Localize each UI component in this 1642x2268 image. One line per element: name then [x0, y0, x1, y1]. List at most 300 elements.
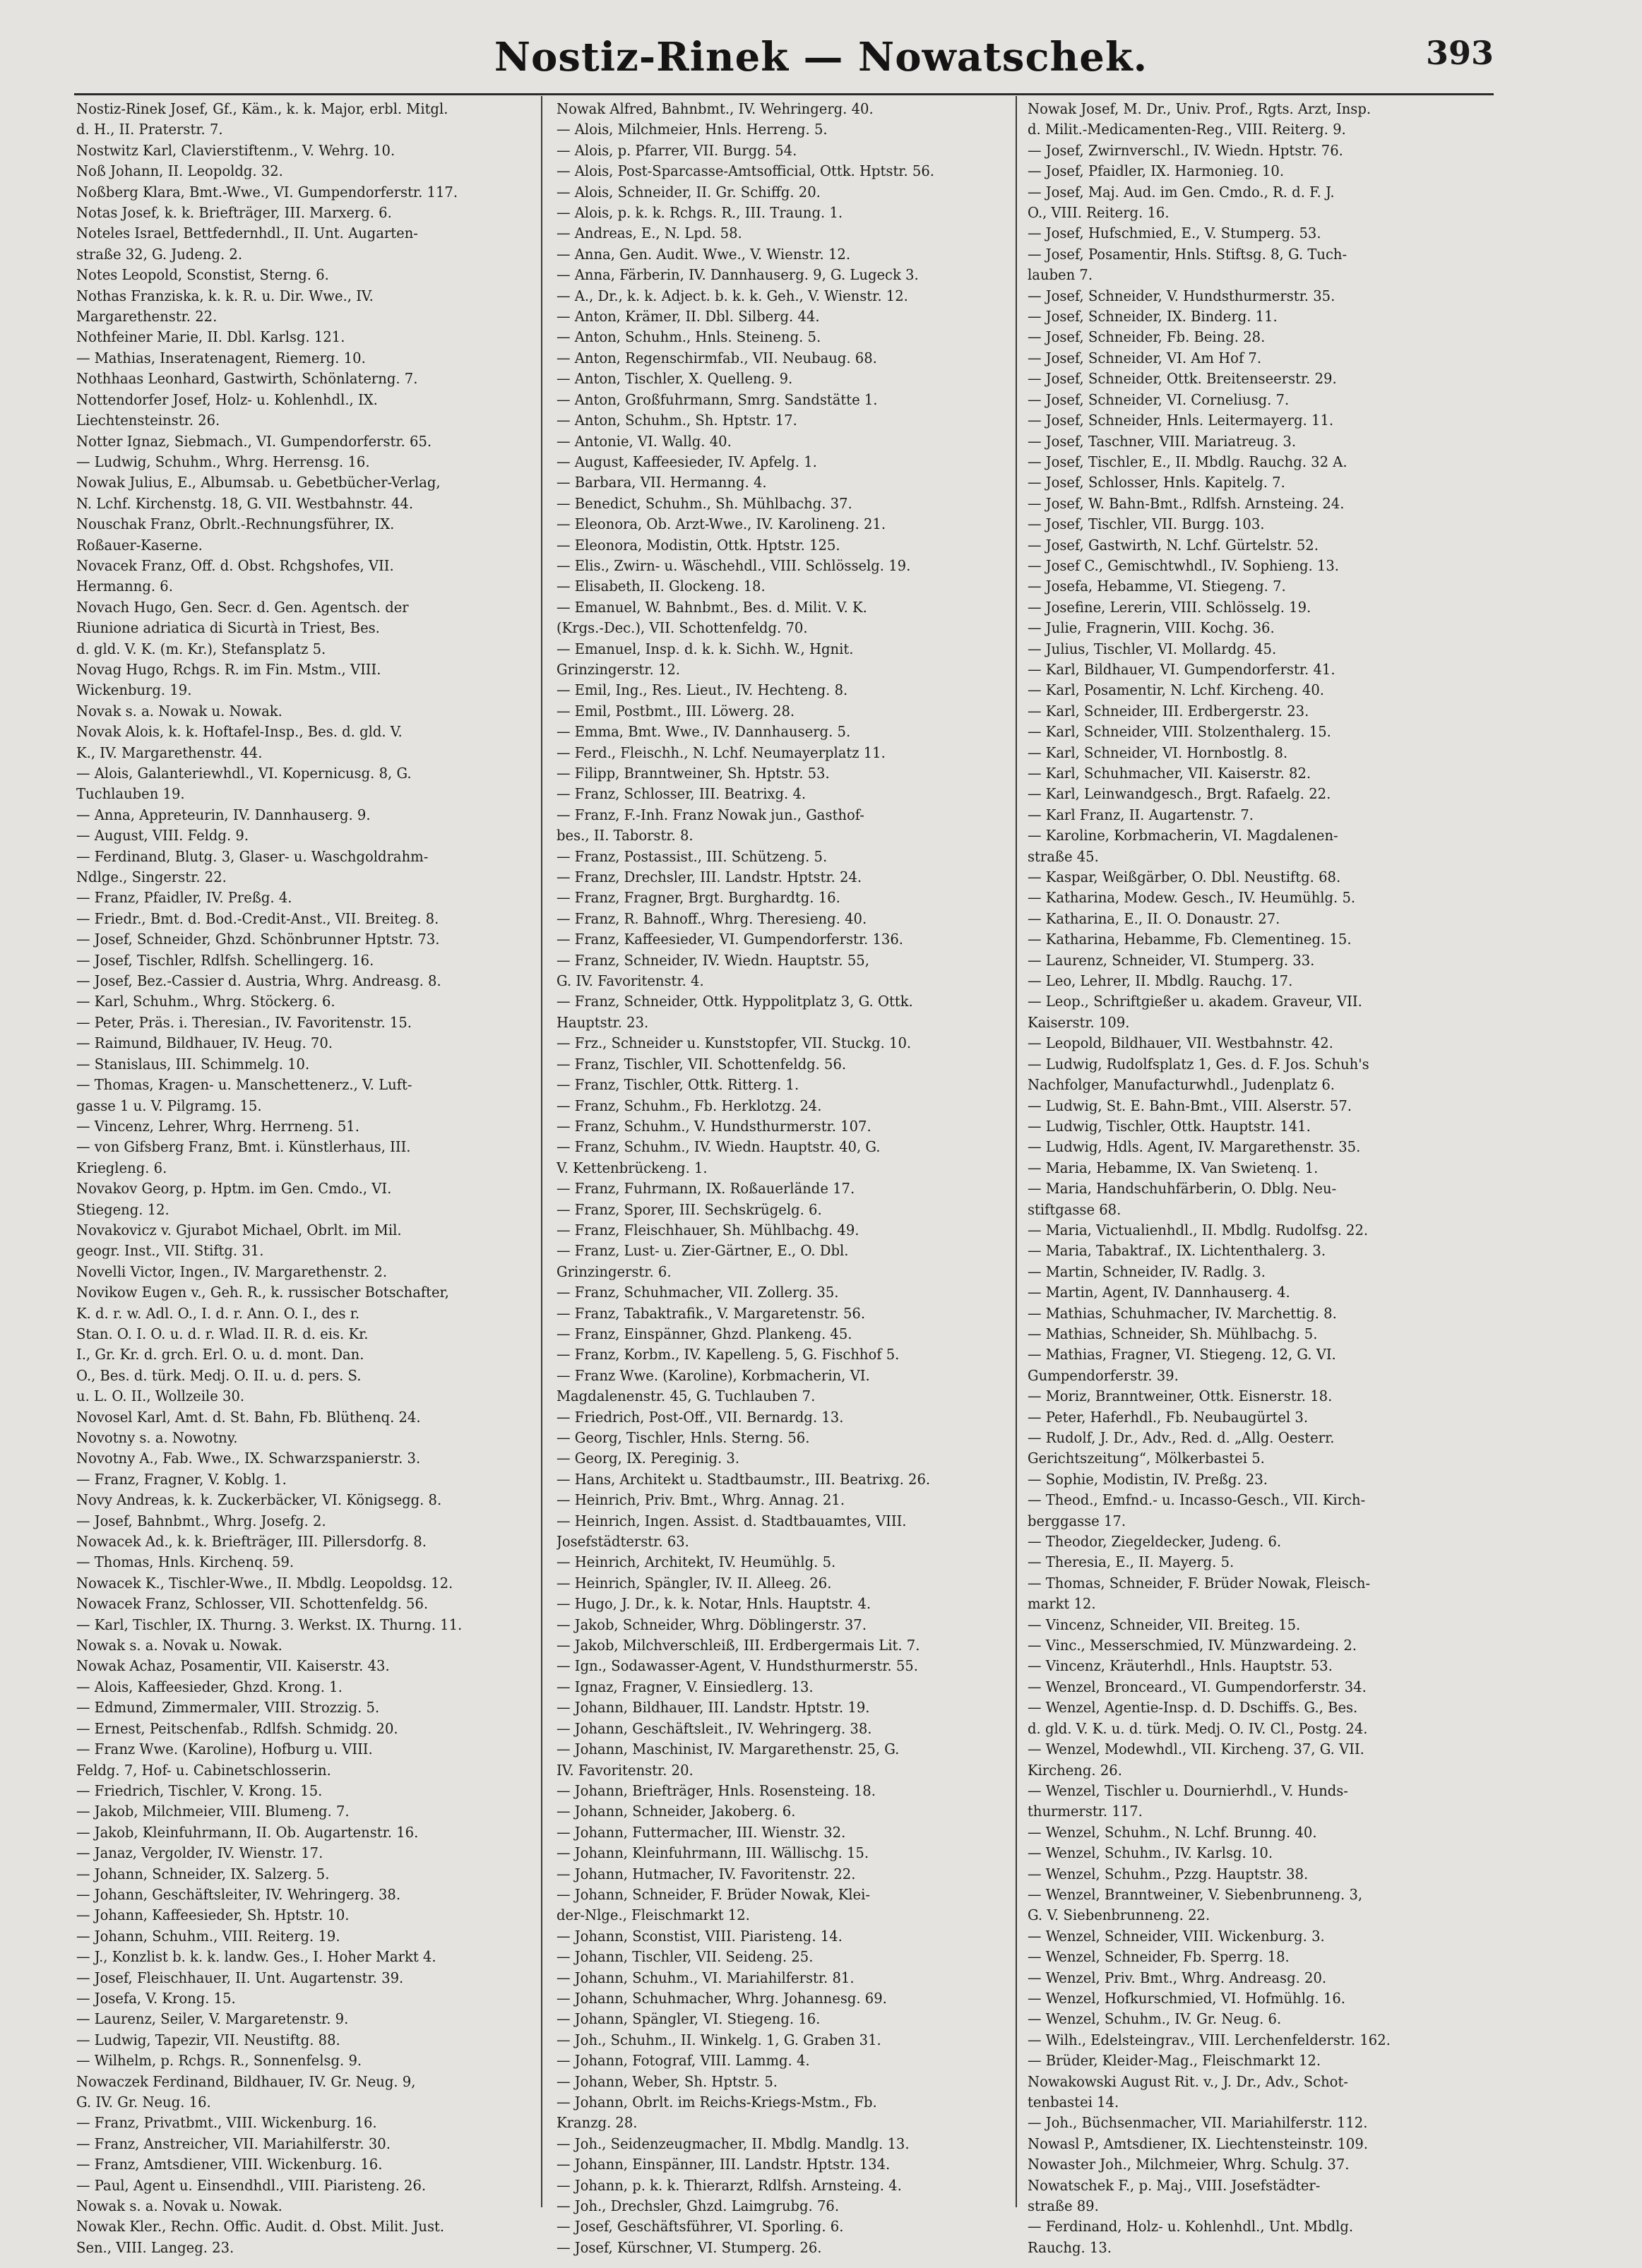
directory-entry: — Friedr., Bmt. d. Bod.-Credit-Anst., VII. Breiteg. 8.: [76, 909, 439, 927]
directory-entry: Noß Johann, II. Leopoldg. 32.: [76, 162, 283, 180]
directory-entry: — Janaz, Vergolder, IV. Wienstr. 17.: [76, 1844, 323, 1862]
directory-entry: G. V. Siebenbrunneng. 22.: [1028, 1906, 1210, 1924]
directory-entry: — Ernest, Peitschenfab., Rdlfsh. Schmidg. 20.: [76, 1719, 398, 1737]
directory-entry: Nowakowski August Rit. v., J. Dr., Adv., Schot-: [1028, 2072, 1348, 2090]
column-divider: [1016, 96, 1017, 2207]
directory-entry: — Josef, Schneider, IX. Binderg. 11.: [1028, 308, 1278, 326]
directory-entry: — Eleonora, Ob. Arzt-Wwe., IV. Karolineng. 21.: [557, 515, 886, 533]
directory-entry: — Andreas, E., N. Lpd. 58.: [557, 225, 742, 242]
directory-entry: — Jakob, Milchverschleiß, III. Erdbergermais Lit. 7.: [557, 1637, 920, 1654]
directory-entry: markt 12.: [1028, 1595, 1096, 1613]
directory-entry: Nowacek Ad., k. k. Briefträger, III. Pillersdorfg. 8.: [76, 1533, 427, 1551]
directory-entry: Nowacek Franz, Schlosser, VII. Schottenfeldg. 56.: [76, 1595, 429, 1613]
directory-entry: — Laurenz, Schneider, VI. Stumperg. 33.: [1028, 951, 1315, 969]
directory-entry: — Peter, Präs. i. Theresian., IV. Favoritenstr. 15.: [76, 1013, 412, 1031]
directory-entry: — Leop., Schriftgießer u. akadem. Graveur, VII.: [1028, 993, 1362, 1010]
directory-entry: — Karoline, Korbmacherin, VI. Magdalenen-: [1028, 827, 1338, 844]
directory-entry: — Wenzel, Schuhm., IV. Karlsg. 10.: [1028, 1844, 1273, 1862]
directory-entry: — Laurenz, Seiler, V. Margaretenstr. 9.: [76, 2010, 349, 2028]
directory-entry: — Kaspar, Weißgärber, O. Dbl. Neustiftg. 68.: [1028, 869, 1341, 886]
directory-entry: — Elisabeth, II. Glockeng. 18.: [557, 578, 766, 595]
directory-entry: — Franz, Korbm., IV. Kapelleng. 5, G. Fischhof 5.: [557, 1346, 900, 1363]
directory-entry: Novakovicz v. Gjurabot Michael, Obrlt. im Mil.: [76, 1221, 402, 1239]
directory-entry: Kranzg. 28.: [557, 2114, 638, 2132]
directory-entry: — Franz, Fuhrmann, IX. Roßauerlände 17.: [557, 1180, 855, 1198]
directory-entry: — Johann, Schneider, F. Brüder Nowak, Klei-: [557, 1885, 870, 1903]
directory-entry: — Maria, Victualienhdl., II. Mbdlg. Rudolfsg. 22.: [1028, 1221, 1369, 1239]
directory-entry: — Joh., Schuhm., II. Winkelg. 1, G. Graben 31.: [557, 2031, 881, 2048]
column-divider: [541, 96, 542, 2207]
directory-entry: — Wenzel, Bronceard., VI. Gumpendorferstr. 34.: [1028, 1678, 1367, 1695]
directory-entry: — Martin, Agent, IV. Dannhauserg. 4.: [1028, 1284, 1290, 1301]
directory-entry: O., VIII. Reiterg. 16.: [1028, 204, 1170, 222]
directory-entry: — August, VIII. Feldg. 9.: [76, 827, 249, 844]
directory-entry: straße 45.: [1028, 847, 1099, 865]
directory-entry: — Karl, Schneider, VIII. Stolzenthalerg. 15.: [1028, 723, 1331, 741]
directory-entry: — Franz, Tischler, VII. Schottenfeldg. 56.: [557, 1055, 847, 1073]
directory-entry: — Peter, Haferhdl., Fb. Neubaugürtel 3.: [1028, 1408, 1309, 1426]
directory-entry: — Franz, Tabaktrafik., V. Margaretenstr. 56.: [557, 1304, 866, 1322]
directory-entry: — Jakob, Milchmeier, VIII. Blumeng. 7.: [76, 1803, 350, 1820]
page-title: Nostiz-Rinek — Nowatschek.: [494, 34, 1148, 80]
directory-entry: Novotny s. a. Nowotny.: [76, 1429, 238, 1446]
directory-entry: Nothfeiner Marie, II. Dbl. Karlsg. 121.: [76, 328, 345, 346]
directory-entry: — Johann, Fotograf, VIII. Lammg. 4.: [557, 2052, 810, 2070]
directory-entry: V. Kettenbrückeng. 1.: [557, 1159, 708, 1176]
directory-entry: — Franz, R. Bahnoff., Whrg. Theresieng. 40.: [557, 909, 867, 927]
directory-entry: Nachfolger, Manufacturwhdl., Judenplatz 6.: [1028, 1076, 1335, 1094]
directory-entry: — Wenzel, Agentie-Insp. d. D. Dschiffs. G., Bes.: [1028, 1699, 1358, 1717]
directory-entry: — von Gifsberg Franz, Bmt. i. Künstlerhaus, III.: [76, 1138, 411, 1156]
directory-entry: — Johann, Schneider, Jakoberg. 6.: [557, 1803, 796, 1820]
directory-entry: — Josef, Bez.-Cassier d. Austria, Whrg. Andreasg. 8.: [76, 972, 441, 990]
directory-entry: — Johann, Geschäftsleiter, IV. Wehringerg. 38.: [76, 1885, 401, 1903]
directory-entry: — Josef, Zwirnverschl., IV. Wiedn. Hptstr. 76.: [1028, 141, 1343, 159]
directory-entry: Kriegleng. 6.: [76, 1159, 167, 1176]
directory-entry: — Karl, Schneider, III. Erdbergerstr. 23.: [1028, 702, 1309, 720]
directory-entry: Novakov Georg, p. Hptm. im Gen. Cmdo., VI.: [76, 1180, 392, 1198]
directory-entry: — Anton, Krämer, II. Dbl. Silberg. 44.: [557, 308, 820, 326]
directory-entry: — Franz, Fragner, Brgt. Burghardtg. 16.: [557, 889, 840, 907]
directory-entry: — Thomas, Hnls. Kirchenq. 59.: [76, 1553, 295, 1571]
directory-entry: Gumpendorferstr. 39.: [1028, 1366, 1179, 1384]
directory-entry: — Franz, Drechsler, III. Landstr. Hptstr. 24.: [557, 869, 862, 886]
directory-entry: — Wilh., Edelsteingrav., VIII. Lerchenfelderstr. 162.: [1028, 2031, 1391, 2048]
directory-entry: — Elis., Zwirn- u. Wäschehdl., VIII. Schlösselg. 19.: [557, 556, 911, 574]
directory-entry: — Wenzel, Branntweiner, V. Siebenbrunneng. 3,: [1028, 1885, 1363, 1903]
directory-entry: — Benedict, Schuhm., Sh. Mühlbachg. 37.: [557, 494, 852, 512]
directory-entry: — Friedrich, Tischler, V. Krong. 15.: [76, 1781, 323, 1799]
directory-entry: — Vinc., Messerschmied, IV. Münzwardeing. 2.: [1028, 1637, 1357, 1654]
directory-entry: I., Gr. Kr. d. grch. Erl. O. u. d. mont. Dan.: [76, 1346, 364, 1363]
directory-entry: — Alois, Kaffeesieder, Ghzd. Krong. 1.: [76, 1678, 343, 1695]
directory-entry: Noteles Israel, Bettfedernhdl., II. Unt. Augarten-: [76, 225, 418, 242]
directory-entry: Nowasl P., Amtsdiener, IX. Liechtensteinstr. 109.: [1028, 2135, 1369, 2152]
directory-entry: — Josef, Schneider, Ottk. Breitenseerstr. 29.: [1028, 370, 1337, 388]
directory-entry: — Josef, Bahnbmt., Whrg. Josefg. 2.: [76, 1512, 326, 1529]
directory-entry: — Antonie, VI. Wallg. 40.: [557, 432, 732, 450]
directory-entry: — Thomas, Schneider, F. Brüder Nowak, Fleisch-: [1028, 1574, 1371, 1592]
directory-entry: — Josefa, V. Krong. 15.: [76, 1989, 236, 2007]
directory-entry: Nowak Kler., Rechn. Offic. Audit. d. Obst. Milit. Just.: [76, 2218, 445, 2236]
directory-entry: — Emil, Ing., Res. Lieut., IV. Hechteng. 8.: [557, 681, 848, 699]
directory-entry: — Josef, Posamentir, Hnls. Stiftsg. 8, G. Tuch-: [1028, 245, 1347, 263]
directory-entry: — Wenzel, Schuhm., IV. Gr. Neug. 6.: [1028, 2010, 1282, 2028]
column-left: [76, 99, 501, 2258]
directory-entry: Feldg. 7, Hof- u. Cabinetschlosserin.: [76, 1761, 331, 1779]
directory-entry: Nostwitz Karl, Clavierstiftenm., V. Wehrg. 10.: [76, 141, 395, 159]
directory-entry: — Josef, Schneider, Hnls. Leitermayerg. 11.: [1028, 412, 1334, 429]
directory-entry: Novacek Franz, Off. d. Obst. Rchgshofes, VII.: [76, 556, 394, 574]
directory-entry: K., IV. Margarethenstr. 44.: [76, 744, 263, 761]
directory-entry: — Johann, Spängler, VI. Stiegeng. 16.: [557, 2010, 821, 2028]
directory-entry: — Josef, Tischler, VII. Burgg. 103.: [1028, 515, 1265, 533]
directory-entry: — Josef, Schneider, Fb. Being. 28.: [1028, 328, 1266, 346]
directory-entry: Notter Ignaz, Siebmach., VI. Gumpendorferstr. 65.: [76, 432, 432, 450]
directory-entry: — Johann, Schuhm., VI. Mariahilferstr. 81.: [557, 1969, 855, 1986]
directory-entry: — Maria, Hebamme, IX. Van Swietenq. 1.: [1028, 1159, 1319, 1176]
directory-entry: — Josef, Pfaidler, IX. Harmonieg. 10.: [1028, 162, 1285, 180]
directory-entry: — Anton, Schuhm., Hnls. Steineng. 5.: [557, 328, 821, 346]
directory-entry: d. gld. V. K. u. d. türk. Medj. O. IV. Cl., Postg. 24.: [1028, 1719, 1368, 1737]
directory-entry: Liechtensteinstr. 26.: [76, 412, 220, 429]
directory-entry: — Raimund, Bildhauer, IV. Heug. 70.: [76, 1034, 333, 1052]
directory-entry: — Hugo, J. Dr., k. k. Notar, Hnls. Hauptstr. 4.: [557, 1595, 871, 1613]
directory-entry: — Theresia, E., II. Mayerg. 5.: [1028, 1553, 1235, 1571]
directory-entry: — Theod., Emfnd.- u. Incasso-Gesch., VII. Kirch-: [1028, 1491, 1366, 1509]
directory-entry: d. gld. V. K. (m. Kr.), Stefansplatz 5.: [76, 640, 326, 657]
directory-entry: u. L. O. II., Wollzeile 30.: [76, 1387, 245, 1405]
directory-entry: Novosel Karl, Amt. d. St. Bahn, Fb. Blüthenq. 24.: [76, 1408, 421, 1426]
directory-entry: — Franz, Schneider, Ottk. Hyppolitplatz 3, G. Ottk.: [557, 993, 913, 1010]
directory-entry: — Anton, Schuhm., Sh. Hptstr. 17.: [557, 412, 797, 429]
directory-entry: — Anna, Gen. Audit. Wwe., V. Wienstr. 12.: [557, 245, 851, 263]
directory-entry: — Johann, Schuhm., VIII. Reiterg. 19.: [76, 1927, 340, 1945]
directory-entry: — Friedrich, Post-Off., VII. Bernardg. 13.: [557, 1408, 844, 1426]
directory-entry: — Ignaz, Fragner, V. Einsiedlerg. 13.: [557, 1678, 814, 1695]
directory-entry: — Wenzel, Schuhm., Pzzg. Hauptstr. 38.: [1028, 1865, 1309, 1882]
directory-entry: Margarethenstr. 22.: [76, 308, 218, 326]
directory-entry: Roßauer-Kaserne.: [76, 536, 203, 554]
directory-entry: — Hans, Architekt u. Stadtbaumstr., III. Beatrixg. 26.: [557, 1470, 931, 1488]
directory-entry: — Josef, Schneider, V. Hundsthurmerstr. 35.: [1028, 287, 1335, 304]
directory-entry: Notas Josef, k. k. Briefträger, III. Marxerg. 6.: [76, 204, 392, 222]
directory-entry: Novelli Victor, Ingen., IV. Margarethenstr. 2.: [76, 1263, 388, 1280]
directory-entry: — Karl, Posamentir, N. Lchf. Kircheng. 40.: [1028, 681, 1325, 699]
directory-entry: — Alois, Galanteriewhdl., VI. Kopernicusg. 8, G.: [76, 765, 412, 782]
directory-entry: Novotny A., Fab. Wwe., IX. Schwarzspanierstr. 3.: [76, 1450, 421, 1467]
directory-entry: Noßberg Klara, Bmt.-Wwe., VI. Gumpendorferstr. 117.: [76, 183, 458, 201]
directory-entry: K. d. r. w. Adl. O., I. d. r. Ann. O. I., des r.: [76, 1304, 360, 1322]
directory-entry: — Johann, Futtermacher, III. Wienstr. 32.: [557, 1823, 846, 1841]
directory-entry: — Vincenz, Schneider, VII. Breiteg. 15.: [1028, 1616, 1301, 1633]
directory-entry: — Ludwig, Hdls. Agent, IV. Margarethenstr. 35.: [1028, 1138, 1361, 1156]
directory-entry: Hermanng. 6.: [76, 578, 173, 595]
directory-entry: — Joh., Drechsler, Ghzd. Laimgrubg. 76.: [557, 2197, 840, 2215]
directory-entry: — Barbara, VII. Hermanng. 4.: [557, 474, 767, 491]
directory-entry: berggasse 17.: [1028, 1512, 1126, 1529]
directory-entry: — Georg, IX. Pereginig. 3.: [557, 1450, 740, 1467]
directory-entry: Novak Alois, k. k. Hoftafel-Insp., Bes. d. gld. V.: [76, 723, 403, 741]
directory-entry: — Julie, Fragnerin, VIII. Kochg. 36.: [1028, 619, 1275, 637]
directory-entry: Nowaczek Ferdinand, Bildhauer, IV. Gr. Neug. 9,: [76, 2072, 416, 2090]
directory-entry: — Emanuel, Insp. d. k. k. Sichh. W., Hgnit.: [557, 640, 854, 657]
directory-entry: straße 32, G. Judeng. 2.: [76, 245, 243, 263]
directory-entry: Nouschak Franz, Obrlt.-Rechnungsführer, IX.: [76, 515, 395, 533]
directory-entry: straße 89.: [1028, 2197, 1099, 2215]
directory-entry: — Karl, Schneider, VI. Hornbostlg. 8.: [1028, 744, 1288, 761]
directory-entry: — Joh., Büchsenmacher, VII. Mariahilferstr. 112.: [1028, 2114, 1368, 2132]
directory-entry: — Wenzel, Priv. Bmt., Whrg. Andreasg. 20.: [1028, 1969, 1327, 1986]
directory-entry: — Moriz, Branntweiner, Ottk. Eisnerstr. 18.: [1028, 1387, 1333, 1405]
directory-entry: Stan. O. I. O. u. d. r. Wlad. II. R. d. eis. Kr.: [76, 1325, 369, 1342]
directory-entry: — Josefa, Hebamme, VI. Stiegeng. 7.: [1028, 578, 1286, 595]
directory-entry: — Joh., Seidenzeugmacher, II. Mbdlg. Mandlg. 13.: [557, 2135, 910, 2152]
directory-entry: — J., Konzlist b. k. k. landw. Ges., I. Hoher Markt 4.: [76, 1948, 436, 1966]
directory-entry: d. Milit.-Medicamenten-Reg., VIII. Reiterg. 9.: [1028, 121, 1346, 138]
directory-entry: — Alois, Schneider, II. Gr. Schiffg. 20.: [557, 183, 821, 201]
directory-entry: — Mathias, Schneider, Sh. Mühlbachg. 5.: [1028, 1325, 1318, 1342]
directory-entry: — Heinrich, Priv. Bmt., Whrg. Annag. 21.: [557, 1491, 845, 1509]
directory-entry: — Johann, Kaffeesieder, Sh. Hptstr. 10.: [76, 1906, 350, 1924]
directory-entry: — Johann, Schneider, IX. Salzerg. 5.: [76, 1865, 330, 1882]
directory-entry: — Josef, Maj. Aud. im Gen. Cmdo., R. d. F. J.: [1028, 183, 1335, 201]
directory-entry: — Franz Wwe. (Karoline), Hofburg u. VIII.: [76, 1741, 373, 1758]
directory-entry: — Franz, Amtsdiener, VIII. Wickenburg. 16.: [76, 2156, 383, 2173]
directory-entry: — Josef, Tischler, E., II. Mbdlg. Rauchg. 32 A.: [1028, 453, 1347, 470]
directory-entry: — Franz, Fragner, V. Koblg. 1.: [76, 1470, 287, 1488]
directory-entry: Novach Hugo, Gen. Secr. d. Gen. Agentsch. der: [76, 598, 409, 616]
directory-entry: — Franz, Schuhmacher, VII. Zollerg. 35.: [557, 1284, 839, 1301]
directory-entry: gasse 1 u. V. Pilgramg. 15.: [76, 1097, 262, 1114]
directory-entry: — Katharina, E., II. O. Donaustr. 27.: [1028, 909, 1280, 927]
directory-entry: Novikow Eugen v., Geh. R., k. russischer Botschafter,: [76, 1284, 449, 1301]
directory-entry: — Rudolf, J. Dr., Adv., Red. d. „Allg. Oesterr.: [1028, 1429, 1335, 1446]
directory-entry: Nostiz-Rinek Josef, Gf., Käm., k. k. Major, erbl. Mitgl.: [76, 100, 448, 117]
directory-entry: Grinzingerstr. 6.: [557, 1263, 672, 1280]
directory-entry: Nottendorfer Josef, Holz- u. Kohlenhdl., IX.: [76, 390, 378, 408]
directory-entry: Nowacek K., Tischler-Wwe., II. Mbdlg. Leopoldsg. 12.: [76, 1574, 453, 1592]
directory-entry: — Eleonora, Modistin, Ottk. Hptstr. 125.: [557, 536, 840, 554]
directory-entry: — Franz, Sporer, III. Sechskrügelg. 6.: [557, 1200, 822, 1218]
directory-entry: — Emma, Bmt. Wwe., IV. Dannhauserg. 5.: [557, 723, 851, 741]
directory-entry: Tuchlauben 19.: [76, 785, 185, 803]
directory-entry: — Mathias, Fragner, VI. Stiegeng. 12, G. VI.: [1028, 1346, 1336, 1363]
directory-entry: — Ferdinand, Holz- u. Kohlenhdl., Unt. Mbdlg.: [1028, 2218, 1354, 2236]
directory-entry: — Ludwig, Rudolfsplatz 1, Ges. d. F. Jos. Schuh's: [1028, 1055, 1369, 1073]
directory-entry: — Franz, Anstreicher, VII. Mariahilferstr. 30.: [76, 2135, 391, 2152]
directory-entry: G. IV. Favoritenstr. 4.: [557, 972, 704, 990]
directory-entry: — Heinrich, Architekt, IV. Heumühlg. 5.: [557, 1553, 836, 1571]
directory-entry: — Josef, Fleischhauer, II. Unt. Augartenstr. 39.: [76, 1969, 404, 1986]
directory-entry: — Franz, Schuhm., IV. Wiedn. Hauptstr. 40, G.: [557, 1138, 881, 1156]
directory-entry: — Ign., Sodawasser-Agent, V. Hundsthurmerstr. 55.: [557, 1657, 918, 1675]
directory-entry: — Josef C., Gemischtwhdl., IV. Sophieng. 13.: [1028, 556, 1340, 574]
directory-entry: — Josef, W. Bahn-Bmt., Rdlfsh. Arnsteing. 24.: [1028, 494, 1345, 512]
directory-entry: — Jakob, Kleinfuhrmann, II. Ob. Augartenstr. 16.: [76, 1823, 419, 1841]
directory-entry: — Mathias, Inseratenagent, Riemerg. 10.: [76, 349, 366, 366]
directory-entry: thurmerstr. 117.: [1028, 1803, 1143, 1820]
directory-entry: — A., Dr., k. k. Adject. b. k. k. Geh., V. Wienstr. 12.: [557, 287, 908, 304]
directory-entry: — Leo, Lehrer, II. Mbdlg. Rauchg. 17.: [1028, 972, 1293, 990]
directory-entry: — Johann, Bildhauer, III. Landstr. Hptstr. 19.: [557, 1699, 870, 1717]
directory-entry: — Alois, Post-Sparcasse-Amtsofficial, Ottk. Hptstr. 56.: [557, 162, 935, 180]
directory-entry: — Johann, Sconstist, VIII. Piaristeng. 14.: [557, 1927, 843, 1945]
directory-entry: Stiegeng. 12.: [76, 1200, 169, 1218]
directory-entry: — Wenzel, Hofkurschmied, VI. Hofmühlg. 16.: [1028, 1989, 1346, 2007]
directory-entry: G. IV. Gr. Neug. 16.: [76, 2094, 211, 2111]
directory-entry: — Ferdinand, Blutg. 3, Glaser- u. Waschgoldrahm-: [76, 847, 429, 865]
directory-entry: — Franz, Privatbmt., VIII. Wickenburg. 16.: [76, 2114, 377, 2132]
directory-entry: — Josef, Kürschner, VI. Stumperg. 26.: [557, 2238, 822, 2256]
directory-entry: — Johann, Tischler, VII. Seideng. 25.: [557, 1948, 814, 1966]
directory-entry: Grinzingerstr. 12.: [557, 660, 680, 678]
directory-entry: — Franz, Pfaidler, IV. Preßg. 4.: [76, 889, 292, 907]
directory-entry: — Franz, Schlosser, III. Beatrixg. 4.: [557, 785, 807, 803]
directory-entry: — Stanislaus, III. Schimmelg. 10.: [76, 1055, 310, 1073]
directory-entry: N. Lchf. Kirchenstg. 18, G. VII. Westbahnstr. 44.: [76, 494, 414, 512]
directory-entry: Nowak Achaz, Posamentir, VII. Kaiserstr. 43.: [76, 1657, 390, 1675]
directory-entry: Josefstädterstr. 63.: [557, 1533, 689, 1551]
directory-entry: — Emanuel, W. Bahnbmt., Bes. d. Milit. V. K.: [557, 598, 867, 616]
directory-entry: — Mathias, Schuhmacher, IV. Marchettig. 8.: [1028, 1304, 1337, 1322]
directory-entry: Nowak s. a. Novak u. Nowak.: [76, 1637, 282, 1654]
directory-entry: — Franz, F.-Inh. Franz Nowak jun., Gasthof-: [557, 806, 864, 823]
directory-entry: stiftgasse 68.: [1028, 1200, 1122, 1218]
directory-entry: — Karl, Leinwandgesch., Brgt. Rafaelg. 22.: [1028, 785, 1331, 803]
directory-entry: — Georg, Tischler, Hnls. Sterng. 56.: [557, 1429, 810, 1446]
directory-entry: — Edmund, Zimmermaler, VIII. Strozzig. 5.: [76, 1699, 380, 1717]
directory-entry: — Brüder, Kleider-Mag., Fleischmarkt 12.: [1028, 2052, 1321, 2070]
directory-entry: Kaiserstr. 109.: [1028, 1013, 1130, 1031]
directory-entry: — Sophie, Modistin, IV. Preßg. 23.: [1028, 1470, 1268, 1488]
directory-entry: — Johann, Obrlt. im Reichs-Kriegs-Mstm., Fb.: [557, 2094, 877, 2111]
directory-entry: — Johann, Weber, Sh. Hptstr. 5.: [557, 2072, 778, 2090]
directory-entry: — Josef, Tischler, Rdlfsh. Schellingerg. 16.: [76, 951, 374, 969]
directory-entry: geogr. Inst., VII. Stiftg. 31.: [76, 1242, 264, 1260]
directory-entry: — Josef, Schneider, VI. Corneliusg. 7.: [1028, 390, 1290, 408]
directory-entry: — Franz, Lust- u. Zier-Gärtner, E., O. Dbl.: [557, 1242, 849, 1260]
directory-entry: — Julius, Tischler, VI. Mollardg. 45.: [1028, 640, 1277, 657]
directory-entry: Nowatschek F., p. Maj., VIII. Josefstädter-: [1028, 2176, 1321, 2194]
directory-entry: (Krgs.-Dec.), VII. Schottenfeldg. 70.: [557, 619, 808, 637]
directory-entry: — Vincenz, Kräuterhdl., Hnls. Hauptstr. 53.: [1028, 1657, 1333, 1675]
directory-entry: — Johann, Hutmacher, IV. Favoritenstr. 22.: [557, 1865, 856, 1882]
directory-entry: Nowak Josef, M. Dr., Univ. Prof., Rgts. Arzt, Insp.: [1028, 100, 1372, 117]
directory-entry: Nothas Franziska, k. k. R. u. Dir. Wwe., IV.: [76, 287, 374, 304]
directory-entry: Magdalenenstr. 45, G. Tuchlauben 7.: [557, 1387, 816, 1405]
directory-entry: d. H., II. Praterstr. 7.: [76, 121, 223, 138]
directory-entry: O., Bes. d. türk. Medj. O. II. u. d. pers. S.: [76, 1366, 362, 1384]
directory-entry: — Franz, Schuhm., Fb. Herklotzg. 24.: [557, 1097, 822, 1114]
directory-entry: Nothhaas Leonhard, Gastwirth, Schönlaterng. 7.: [76, 370, 418, 388]
directory-entry: IV. Favoritenstr. 20.: [557, 1761, 694, 1779]
directory-entry: — Karl Franz, II. Augartenstr. 7.: [1028, 806, 1254, 823]
directory-entry: — Josef, Schlosser, Hnls. Kapitelg. 7.: [1028, 474, 1285, 491]
directory-entry: — Anna, Färberin, IV. Dannhauserg. 9, G. Lugeck 3.: [557, 266, 919, 284]
directory-entry: — Anton, Großfuhrmann, Smrg. Sandstätte 1.: [557, 390, 878, 408]
directory-entry: bes., II. Taborstr. 8.: [557, 827, 694, 844]
directory-entry: — Alois, Milchmeier, Hnls. Herreng. 5.: [557, 121, 828, 138]
directory-entry: — Katharina, Hebamme, Fb. Clementineg. 15.: [1028, 931, 1352, 948]
directory-entry: — Frz., Schneider u. Kunststopfer, VII. Stuckg. 10.: [557, 1034, 912, 1052]
directory-entry: — Karl, Schuhmacher, VII. Kaiserstr. 82.: [1028, 765, 1311, 782]
directory-entry: — Franz, Fleischhauer, Sh. Mühlbachg. 49.: [557, 1221, 859, 1239]
directory-entry: — Johann, Geschäftsleit., IV. Wehringerg. 38.: [557, 1719, 872, 1737]
directory-entry: — Karl, Tischler, IX. Thurng. 3. Werkst. IX. Thurng. 11.: [76, 1616, 463, 1633]
directory-entry: Nowak Julius, E., Albumsab. u. Gebetbücher-Verlag,: [76, 474, 441, 491]
directory-entry: — Wilhelm, p. Rchgs. R., Sonnenfelsg. 9.: [76, 2052, 362, 2070]
column-right: [1028, 99, 1453, 2258]
directory-entry: Novy Andreas, k. k. Zuckerbäcker, VI. Königsegg. 8.: [76, 1491, 442, 1509]
directory-entry: — Wenzel, Schneider, Fb. Sperrg. 18.: [1028, 1948, 1290, 1966]
directory-entry: — Ludwig, Tapezir, VII. Neustiftg. 88.: [76, 2031, 340, 2048]
directory-entry: — Leopold, Bildhauer, VII. Westbahnstr. 42.: [1028, 1034, 1333, 1052]
directory-entry: — Jakob, Schneider, Whrg. Döblingerstr. 37.: [557, 1616, 867, 1633]
directory-entry: — Heinrich, Ingen. Assist. d. Stadtbauamtes, VIII.: [557, 1512, 907, 1529]
directory-entry: lauben 7.: [1028, 266, 1093, 284]
directory-entry: — Ludwig, St. E. Bahn-Bmt., VIII. Alserstr. 57.: [1028, 1097, 1352, 1114]
directory-entry: — Josefine, Lererin, VIII. Schlösselg. 19.: [1028, 598, 1311, 616]
directory-entry: — Theodor, Ziegeldecker, Judeng. 6.: [1028, 1533, 1282, 1551]
page-header: [0, 34, 1642, 97]
directory-entry: — Alois, p. k. k. Rchgs. R., III. Traung. 1.: [557, 204, 843, 222]
directory-entry: — Josef, Taschner, VIII. Mariatreug. 3.: [1028, 432, 1297, 450]
directory-entry: tenbastei 14.: [1028, 2094, 1119, 2111]
directory-entry: — Wenzel, Tischler u. Dournierhdl., V. Hunds-: [1028, 1781, 1348, 1799]
directory-entry: Rauchg. 13.: [1028, 2238, 1112, 2256]
directory-entry: — Anton, Regenschirmfab., VII. Neubaug. 68.: [557, 349, 877, 366]
directory-entry: — Franz, Tischler, Ottk. Ritterg. 1.: [557, 1076, 799, 1094]
directory-entry: — Johann, Briefträger, Hnls. Rosensteing. 18.: [557, 1781, 876, 1799]
directory-entry: Nowak Alfred, Bahnbmt., IV. Wehringerg. 40.: [557, 100, 874, 117]
directory-entry: Sen., VIII. Langeg. 23.: [76, 2238, 234, 2256]
directory-entry: — Franz, Kaffeesieder, VI. Gumpendorferstr. 136.: [557, 931, 904, 948]
directory-entry: Novag Hugo, Rchgs. R. im Fin. Mstm., VIII.: [76, 660, 381, 678]
directory-entry: — Anton, Tischler, X. Quelleng. 9.: [557, 370, 793, 388]
directory-entry: — Alois, p. Pfarrer, VII. Burgg. 54.: [557, 141, 797, 159]
directory-entry: — Vincenz, Lehrer, Whrg. Herrneng. 51.: [76, 1117, 359, 1135]
directory-entry: — Thomas, Kragen- u. Manschettenerz., V. Luft-: [76, 1076, 412, 1094]
directory-entry: — Karl, Schuhm., Whrg. Stöckerg. 6.: [76, 993, 335, 1010]
directory-entry: Notes Leopold, Sconstist, Sterng. 6.: [76, 266, 329, 284]
directory-entry: — Katharina, Modew. Gesch., IV. Heumühlg. 5.: [1028, 889, 1356, 907]
header-rule: [74, 93, 1494, 95]
directory-entry: Hauptstr. 23.: [557, 1013, 649, 1031]
directory-entry: — Josef, Gastwirth, N. Lchf. Gürtelstr. 52.: [1028, 536, 1319, 554]
directory-entry: Wickenburg. 19.: [76, 681, 192, 699]
directory-entry: — Martin, Schneider, IV. Radlg. 3.: [1028, 1263, 1266, 1280]
directory-entry: — Maria, Tabaktraf., IX. Lichtenthalerg. 3.: [1028, 1242, 1326, 1260]
directory-entry: — Franz Wwe. (Karoline), Korbmacherin, VI.: [557, 1366, 870, 1384]
directory-entry: — Paul, Agent u. Einsendhdl., VIII. Piaristeng. 26.: [76, 2176, 427, 2194]
directory-entry: — Josef, Geschäftsführer, VI. Sporling. 6.: [557, 2218, 844, 2236]
directory-entry: Kircheng. 26.: [1028, 1761, 1122, 1779]
directory-entry: — Anna, Appreteurin, IV. Dannhauserg. 9.: [76, 806, 371, 823]
directory-entry: — Ferd., Fleischh., N. Lchf. Neumayerplatz 11.: [557, 744, 886, 761]
directory-entry: — Josef, Hufschmied, E., V. Stumperg. 53.: [1028, 225, 1321, 242]
directory-entry: — Emil, Postbmt., III. Löwerg. 28.: [557, 702, 795, 720]
directory-entry: — Josef, Schneider, VI. Am Hof 7.: [1028, 349, 1262, 366]
directory-entry: — Wenzel, Schneider, VIII. Wickenburg. 3.: [1028, 1927, 1325, 1945]
directory-entry: — Franz, Postassist., III. Schützeng. 5.: [557, 847, 828, 865]
directory-entry: Gerichtszeitung“, Mölkerbastei 5.: [1028, 1450, 1265, 1467]
directory-entry: — Franz, Einspänner, Ghzd. Plankeng. 45.: [557, 1325, 852, 1342]
directory-entry: — Karl, Bildhauer, VI. Gumpendorferstr. 41.: [1028, 660, 1335, 678]
directory-entry: Nowaster Joh., Milchmeier, Whrg. Schulg. 37.: [1028, 2156, 1350, 2173]
directory-entry: — Ludwig, Tischler, Ottk. Hauptstr. 141.: [1028, 1117, 1311, 1135]
directory-entry: — Josef, Schneider, Ghzd. Schönbrunner Hptstr. 73.: [76, 931, 440, 948]
